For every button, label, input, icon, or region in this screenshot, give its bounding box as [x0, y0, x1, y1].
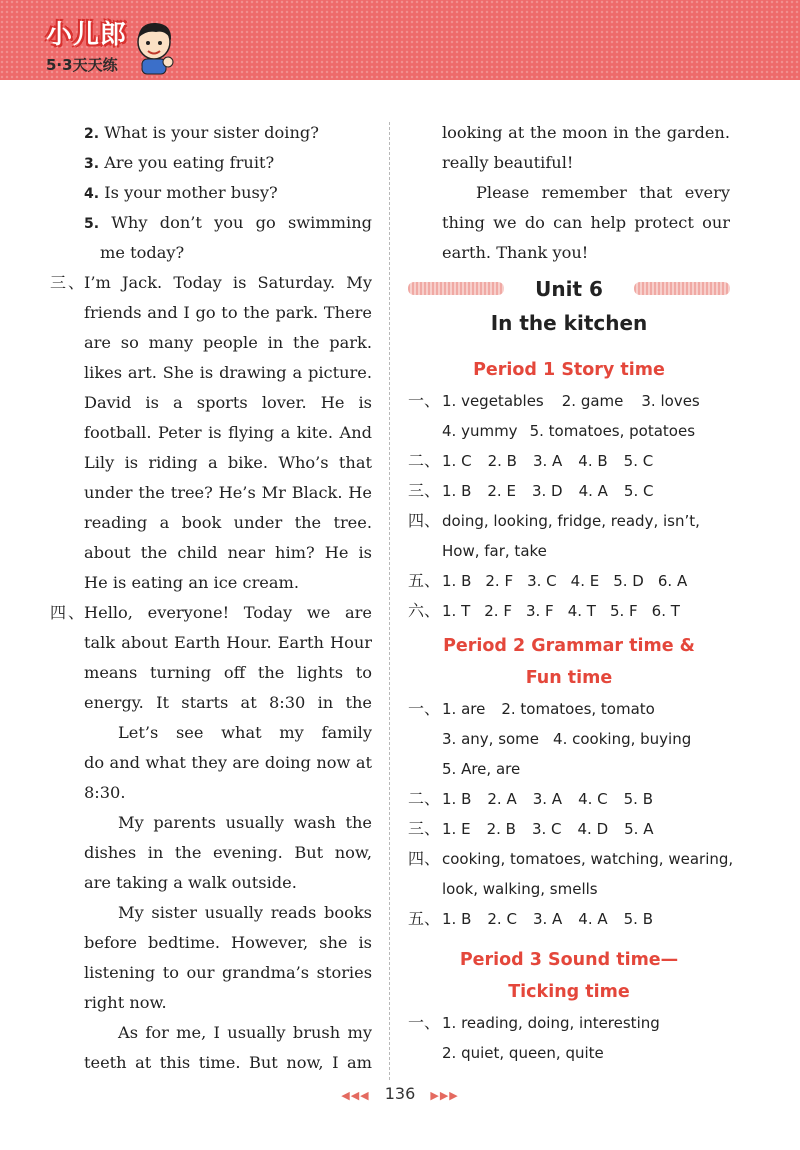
- section-marker: 四、: [408, 849, 441, 868]
- line-text: My sister usually reads books: [118, 903, 372, 922]
- answer-item: 4. E: [570, 572, 600, 590]
- answer-item: 4. C: [578, 790, 608, 808]
- passage-line: [50, 298, 372, 328]
- passage-line: [50, 658, 372, 688]
- answer-row: [408, 754, 730, 784]
- answer-item: 3. A: [532, 910, 563, 928]
- line-text: earth. Thank you!: [442, 243, 589, 262]
- line-text: I’m Jack. Today is Saturday. My: [84, 273, 372, 292]
- answer-item: 1. C: [442, 452, 472, 470]
- line-text: Please remember that every: [476, 183, 730, 202]
- answer-item: 2. F: [485, 572, 514, 590]
- section-marker: 三、: [408, 481, 441, 500]
- period-2-title-cont: Fun time: [525, 668, 613, 688]
- passage-line: [50, 838, 372, 868]
- unit-bar-right: [634, 282, 730, 295]
- passage-line: [50, 958, 372, 988]
- passage-line: [50, 928, 372, 958]
- passage-line: [50, 628, 372, 658]
- period-3-title: Period 3 Sound time—: [459, 950, 679, 970]
- line-text: 8:30.: [84, 783, 126, 802]
- section-marker: 四、: [408, 511, 441, 530]
- line-text: under the tree? He’s Mr Black. He: [84, 483, 372, 502]
- answer-item: 5. tomatoes, potatoes: [529, 422, 696, 440]
- passage-line: [50, 868, 372, 898]
- passage-line: [50, 748, 372, 778]
- section-marker: 一、: [408, 699, 441, 718]
- passage-line: [50, 778, 372, 808]
- answer-item: 3. A: [532, 452, 563, 470]
- answer-item: 5. D: [613, 572, 644, 590]
- answer-item: 1. B: [442, 910, 472, 928]
- answer-item: 3. C: [527, 572, 557, 590]
- line-text: Hello, everyone! Today we are: [84, 603, 372, 622]
- line-text: energy. It starts at 8:30 in the: [84, 693, 372, 712]
- answer-item: 4. A: [578, 910, 608, 928]
- passage-line: [408, 208, 730, 238]
- section-three: [50, 268, 372, 598]
- line-text: reading a book under the tree.: [84, 513, 372, 532]
- answer-item: 2. F: [484, 602, 512, 620]
- passage-line: [50, 808, 372, 838]
- answer-text: look, walking, smells: [442, 880, 598, 898]
- unit-title: Unit 6: [535, 277, 603, 301]
- line-text: teeth at this time. But now, I am: [84, 1053, 372, 1072]
- unit-subtitle: In the kitchen: [490, 311, 648, 335]
- answer-row: [408, 1038, 730, 1068]
- passage-line: [50, 508, 372, 538]
- answer-item: 6. A: [657, 572, 688, 590]
- period-3-answers: [408, 1008, 730, 1068]
- passage-line: [50, 568, 372, 598]
- answer-row: [408, 694, 730, 724]
- answer-item: 4. B: [578, 452, 608, 470]
- passage-line: [50, 328, 372, 358]
- answer-row: [408, 724, 730, 754]
- answer-item: 2. B: [487, 452, 517, 470]
- answer-row: [408, 874, 730, 904]
- answer-item: 2. tomatoes, tomato: [501, 700, 655, 718]
- answer-item: 2. B: [486, 820, 516, 838]
- line-text: likes art. She is drawing a picture.: [84, 363, 372, 382]
- passage-line: [50, 418, 372, 448]
- line-text: listening to our grandma’s stories: [84, 963, 372, 982]
- answer-item: 3. D: [531, 482, 563, 500]
- answer-item: 3. C: [531, 820, 562, 838]
- line-text: right now.: [84, 993, 167, 1012]
- line-text: thing we do can help protect our: [442, 213, 730, 232]
- answer-item: 4. A: [578, 482, 608, 500]
- page-footer: [0, 1084, 800, 1103]
- passage-line: [408, 148, 730, 178]
- answer-text: cooking, tomatoes, watching, wearing,: [442, 850, 734, 868]
- answer-item: 2. E: [487, 482, 516, 500]
- line-text: He is eating an ice cream.: [84, 573, 300, 592]
- answer-item: 2. C: [487, 910, 517, 928]
- period-3-title-cont: Ticking time: [508, 982, 630, 1002]
- section-marker: 五、: [408, 571, 441, 590]
- passage-line: [50, 1048, 372, 1078]
- left-column: [50, 118, 372, 1078]
- section-marker: 三、: [50, 273, 84, 292]
- line-text: looking at the moon in the garden.: [442, 123, 730, 142]
- passage-continuation: [408, 118, 730, 268]
- answer-item: 3. F: [525, 602, 554, 620]
- passage-line: [408, 118, 730, 148]
- line-text: friends and I go to the park. There: [84, 303, 372, 322]
- answer-item: 4. T: [567, 602, 596, 620]
- answer-item: 4. cooking, buying: [553, 730, 692, 748]
- section-four: [50, 598, 372, 1078]
- logo-subtitle: 5·3天天练: [46, 56, 118, 74]
- passage-line: [50, 478, 372, 508]
- section-marker: 二、: [408, 451, 441, 470]
- section-marker: 四、: [50, 603, 84, 622]
- passage-line: [50, 898, 372, 928]
- answer-item: 5. A: [624, 820, 654, 838]
- answer-row: [408, 446, 730, 476]
- section-marker: 三、: [408, 819, 441, 838]
- answer-item: 3. any, some: [442, 730, 540, 748]
- logo-title: 小儿郎: [46, 20, 128, 50]
- answer-item: 3. A: [532, 790, 563, 808]
- period-1-answers: [408, 386, 730, 626]
- answer-row: [408, 416, 730, 446]
- section-marker: 五、: [408, 909, 441, 928]
- period-2-title: Period 2 Grammar time &: [443, 636, 695, 656]
- passage-line: [50, 358, 372, 388]
- answer-text: 1. reading, doing, interesting: [442, 1014, 660, 1032]
- answer-item: 1. E: [442, 820, 471, 838]
- answer-item: 1. B: [442, 572, 472, 590]
- answer-item: 5. C: [623, 452, 654, 470]
- line-text: Lily is riding a bike. Who’s that: [84, 453, 372, 472]
- line-text: do and what they are doing now at: [84, 753, 372, 772]
- answer-line: 5. Why don’t you go swimming: [84, 213, 372, 232]
- answer-item: 5. B: [623, 790, 653, 808]
- answer-line: 4. Is your mother busy?: [84, 183, 278, 202]
- right-arrows-icon: ▶▶▶: [430, 1089, 459, 1102]
- answer-item: 4. yummy: [442, 422, 518, 440]
- line-text: David is a sports lover. He is: [84, 393, 372, 412]
- answer-text: 5. Are, are: [442, 760, 521, 778]
- answer-text: doing, looking, fridge, ready, isn’t,: [442, 512, 700, 530]
- answer-item: 1. T: [442, 602, 471, 620]
- answer-line: me today?: [100, 243, 185, 262]
- passage-line: [50, 268, 372, 298]
- answer-row: [408, 476, 730, 506]
- passage-line: [50, 538, 372, 568]
- answer-item: 1. are: [442, 700, 486, 718]
- section-marker: 六、: [408, 601, 441, 620]
- line-text: talk about Earth Hour. Earth Hour: [84, 633, 372, 652]
- answer-row: [408, 844, 734, 874]
- line-text: are so many people in the park.: [84, 333, 372, 352]
- answer-item: 5. B: [623, 910, 653, 928]
- passage-line: [50, 598, 372, 628]
- answer-item: 2. game: [561, 392, 624, 410]
- line-text: Let’s see what my family: [118, 723, 372, 742]
- answer-line: 2. What is your sister doing?: [84, 123, 319, 142]
- answer-item: 1. B: [442, 482, 472, 500]
- answer-item: 3. loves: [641, 392, 700, 410]
- answer-row: [408, 784, 730, 814]
- passage-line: [50, 988, 372, 1018]
- section-marker: 一、: [408, 1013, 441, 1032]
- answer-item: 5. F: [609, 602, 638, 620]
- line-text: before bedtime. However, she is: [84, 933, 372, 952]
- answer-row: [408, 566, 730, 596]
- passage-line: [50, 688, 372, 718]
- period-2-answers: [408, 694, 734, 934]
- passage-line: [50, 448, 372, 478]
- page-number: 136: [384, 1084, 416, 1103]
- passage-line: [50, 718, 372, 748]
- answer-item: 2. A: [487, 790, 517, 808]
- line-text: about the child near him? He is: [84, 543, 372, 562]
- answer-item: 4. D: [577, 820, 609, 838]
- answer-row: [408, 814, 730, 844]
- answer-text: How, far, take: [442, 542, 547, 560]
- answer-item: 6. T: [651, 602, 680, 620]
- answer-item: 5. C: [623, 482, 654, 500]
- right-column: [408, 118, 734, 1068]
- line-text: means turning off the lights to: [84, 663, 372, 682]
- line-text: As for me, I usually brush my: [118, 1023, 372, 1042]
- left-arrows-icon: ◀◀◀: [341, 1089, 370, 1102]
- passage-line: [50, 388, 372, 418]
- answer-row: [408, 1008, 730, 1038]
- unit-banner: [408, 272, 730, 306]
- line-text: dishes in the evening. But now,: [84, 843, 372, 862]
- passage-line: [408, 178, 730, 208]
- period-1-title: Period 1 Story time: [473, 360, 665, 380]
- answer-row: [408, 506, 730, 536]
- answer-row: [408, 536, 730, 566]
- answer-line: 3. Are you eating fruit?: [84, 153, 275, 172]
- answer-item: 1. B: [442, 790, 472, 808]
- section-marker: 一、: [408, 391, 441, 410]
- answer-item: 1. vegetables: [442, 392, 544, 410]
- line-text: are taking a walk outside.: [84, 873, 297, 892]
- answer-row: [408, 596, 730, 626]
- line-text: really beautiful!: [442, 153, 574, 172]
- passage-line: [50, 1018, 372, 1048]
- section-marker: 二、: [408, 789, 441, 808]
- passage-line: [408, 238, 730, 268]
- line-text: football. Peter is flying a kite. And: [84, 423, 372, 442]
- answer-row: [408, 904, 730, 934]
- answer-text: 2. quiet, queen, quite: [442, 1044, 604, 1062]
- unit-bar-left: [408, 282, 504, 295]
- line-text: My parents usually wash the: [118, 813, 372, 832]
- answer-row: [408, 386, 730, 416]
